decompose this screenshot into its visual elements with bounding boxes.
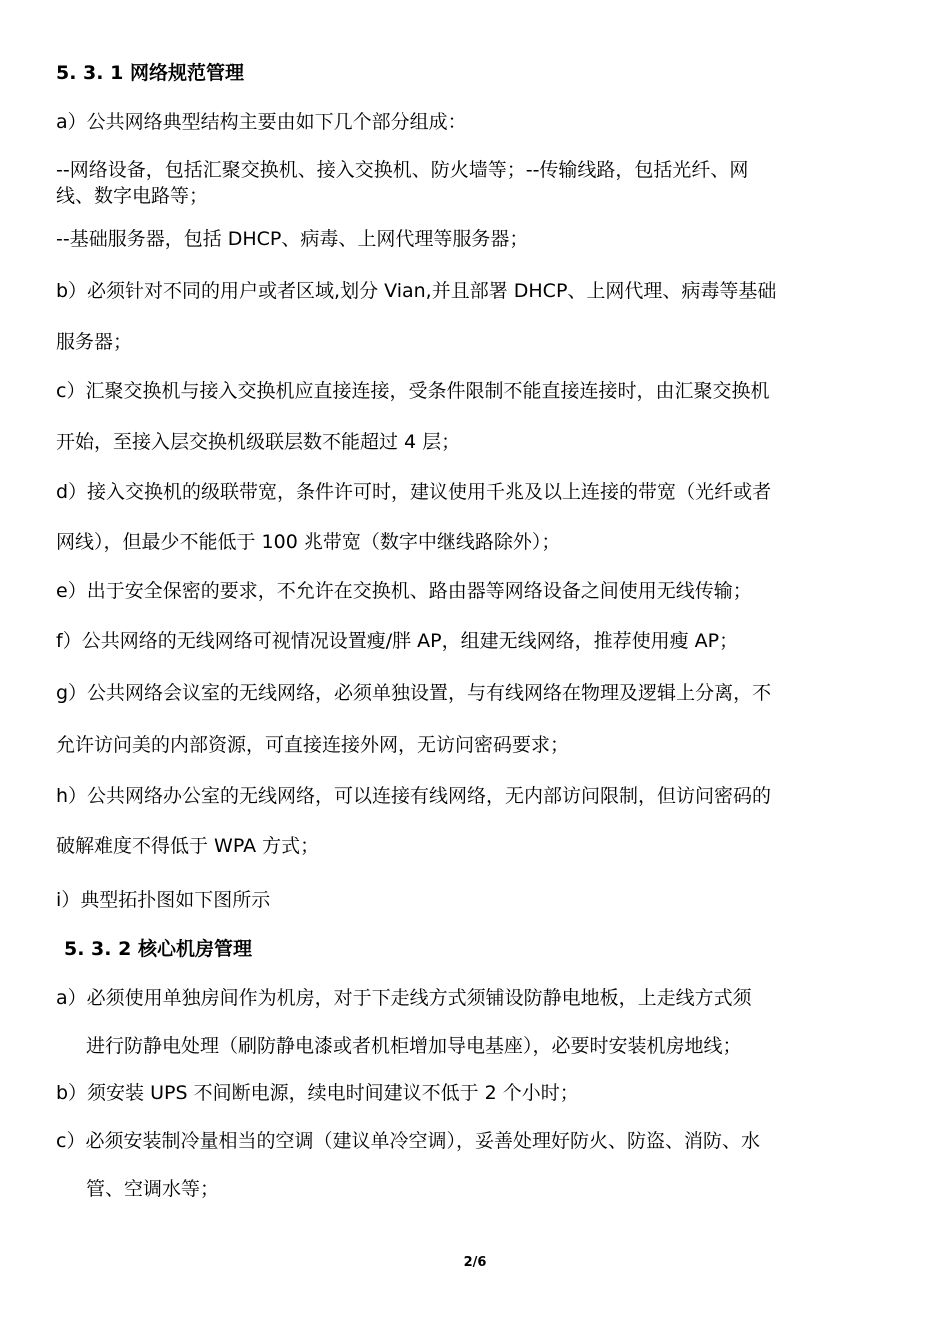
- paragraph-line: 线、数字电路等；: [56, 185, 209, 207]
- list-item-line: 进行防静电处理（刷防静电漆或者机柜增加导电基座），必要时安装机房地线；: [86, 1035, 742, 1057]
- section-heading-network: 5. 3. 1 网络规范管理: [56, 62, 244, 84]
- list-item-line: 管、空调水等；: [86, 1178, 220, 1200]
- paragraph-line: f）公共网络的无线网络可视情况设置瘦/胖 AP，组建无线网络，推荐使用瘦 AP；: [56, 630, 739, 652]
- paragraph-line: c）汇聚交换机与接入交换机应直接连接，受条件限制不能直接连接时，由汇聚交换机: [56, 380, 770, 402]
- list-item-line: c）必须安装制冷量相当的空调（建议单冷空调），妥善处理好防火、防盗、消防、水: [56, 1130, 760, 1152]
- paragraph-line: 服务器；: [56, 331, 133, 353]
- paragraph-line: 开始，至接入层交换机级联层数不能超过 4 层；: [56, 431, 461, 453]
- section-heading-core-room: 5. 3. 2 核心机房管理: [64, 938, 252, 960]
- paragraph-line: 破解难度不得低于 WPA 方式；: [56, 835, 320, 857]
- paragraph-line: 网线），但最少不能低于 100 兆带宽（数字中继线路除外）；: [56, 531, 561, 553]
- paragraph-line: h）公共网络办公室的无线网络，可以连接有线网络，无内部访问限制，但访问密码的: [56, 785, 772, 807]
- paragraph-line: d）接入交换机的级联带宽，条件许可时，建议使用千兆及以上连接的带宽（光纤或者: [56, 481, 772, 503]
- paragraph-line: b）必须针对不同的用户或者区域,划分 Vian,并且部署 DHCP、上网代理、病毒等基础: [56, 280, 777, 302]
- paragraph-line: e）出于安全保密的要求，不允许在交换机、路由器等网络设备之间使用无线传输；: [56, 580, 752, 602]
- paragraph-line: a）公共网络典型结构主要由如下几个部分组成：: [56, 111, 467, 133]
- paragraph-line: i）典型拓扑图如下图所示: [56, 889, 271, 911]
- list-item-line: b）须安装 UPS 不间断电源，续电时间建议不低于 2 个小时；: [56, 1082, 579, 1104]
- paragraph-line: g）公共网络会议室的无线网络，必须单独设置，与有线网络在物理及逻辑上分离，不: [56, 682, 772, 704]
- page-number: 2/6: [463, 1255, 487, 1270]
- list-item-line: a）必须使用单独房间作为机房，对于下走线方式须铺设防静电地板，上走线方式须: [56, 987, 752, 1009]
- paragraph-line: --基础服务器，包括 DHCP、病毒、上网代理等服务器；: [56, 228, 529, 250]
- paragraph-line: 允许访问美的内部资源，可直接连接外网，无访问密码要求；: [56, 734, 570, 756]
- paragraph-line: --网络设备，包括汇聚交换机、接入交换机、防火墙等；--传输线路，包括光纤、网: [56, 159, 749, 181]
